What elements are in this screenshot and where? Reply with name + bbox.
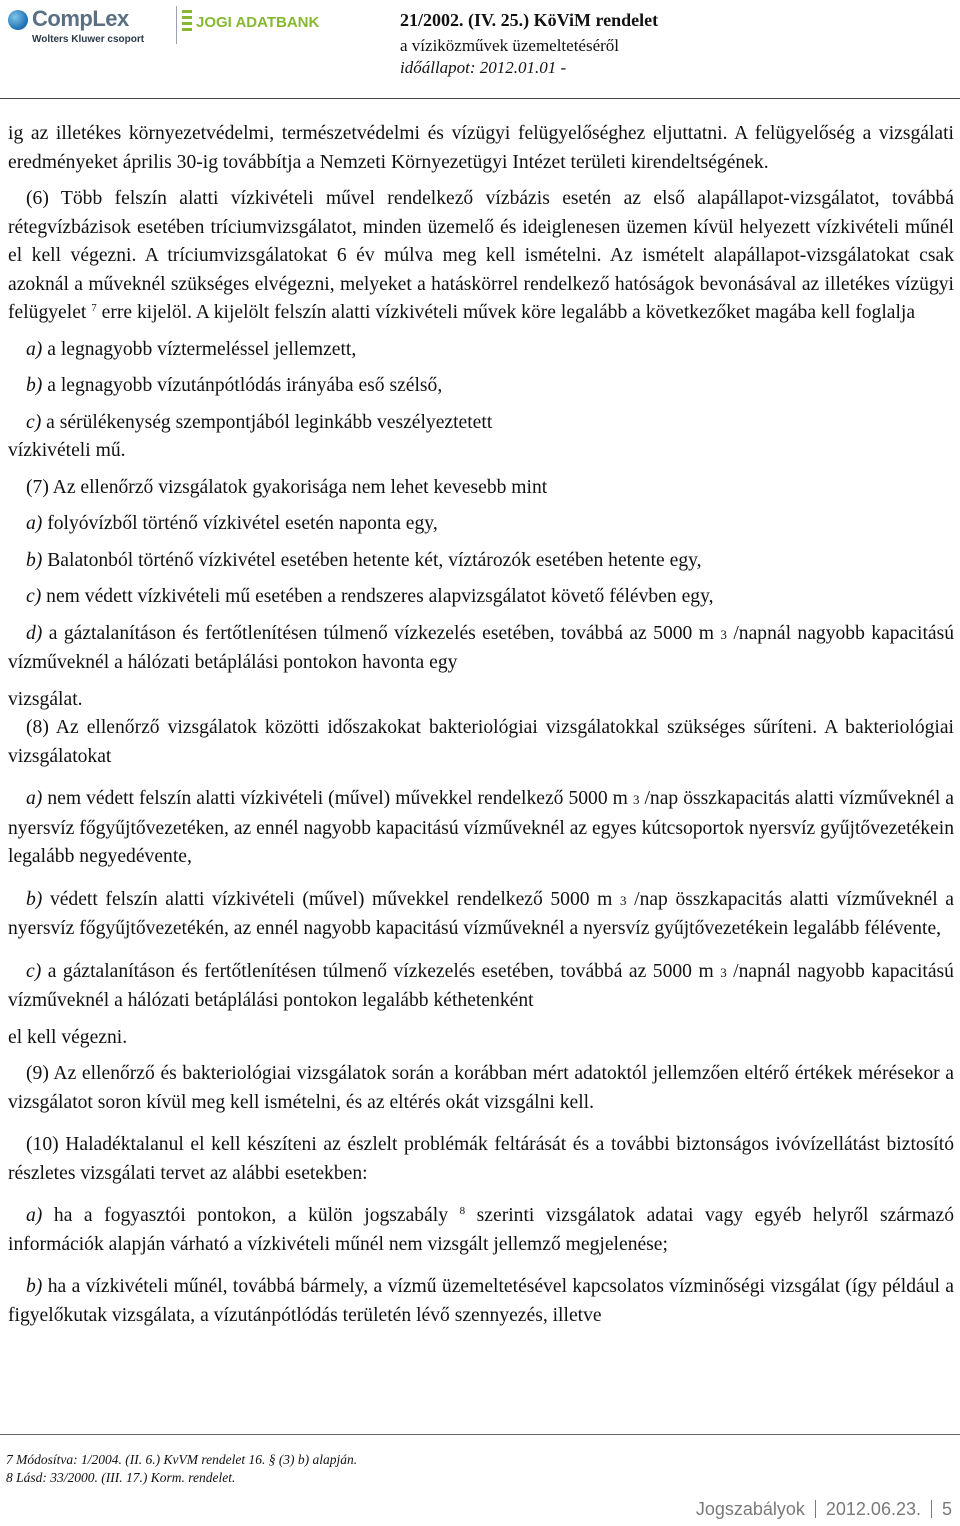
paragraph-7-tail: vizsgálat.: [8, 688, 83, 710]
list-item-text: Balatonból történő vízkivétel esetében hetente két, víztározók esetében hetente egy,: [47, 549, 702, 571]
unit-exponent: 3: [620, 892, 627, 908]
footer-separator: [931, 1500, 932, 1518]
complex-logo-subtitle: Wolters Kluwer csoport: [32, 34, 145, 45]
footnote-8: 8 Lásd: 33/2000. (III. 17.) Korm. rendelet.: [6, 1470, 236, 1485]
paragraph-continuation: ig az illetékes környezetvédelmi, természetvédelmi és vízügyi felügyelőséghez eljuttatni. A felügyelőség a vizsgálati eredményeket április 30-ig továbbítja a Nemzeti Környezetügyi Intézet területi kirendeltségének.: [8, 123, 954, 173]
list-item: [8, 372, 954, 401]
list-item: [8, 1202, 954, 1259]
list-item-label: b): [26, 1276, 43, 1297]
list-item-label: b): [26, 549, 43, 571]
footer-source: Jogszabályok: [695, 1499, 805, 1519]
list-item: [8, 336, 954, 365]
footnote-7: 7 Módosítva: 1/2004. (II. 6.) KvVM rendelet 16. § (3) b) alapján.: [6, 1452, 358, 1467]
complex-logo-icon: [8, 10, 28, 30]
document-body: [8, 120, 954, 1330]
paragraph-6-text-cont: erre kijelöl. A kijelölt felszín alatti vízkivételi művek köre legalább a következőket magába kell foglalja: [101, 302, 916, 323]
list-item-text: ha a vízkivételi műnél, továbbá bármely, a vízmű üzemeltetésével kapcsolatos vízminőségi vizsgálat (így például a figyelőkutak vizsgálata, a vízutánpótlódás területén lévő szennyezés, illetve: [8, 1276, 954, 1326]
document-title: 21/2002. (IV. 25.) KöViM rendelet: [400, 10, 659, 30]
complex-logo: [8, 6, 168, 48]
list-item-text: a legnagyobb vízutánpótlódás irányába eső szélső,: [47, 375, 443, 396]
list-item: [8, 547, 954, 576]
footnote-ref-7[interactable]: 7: [91, 302, 97, 314]
footer-separator: [815, 1500, 816, 1518]
list-item-text: védett felszín alatti vízkivételi (művel) művekkel rendelkező 5000 m: [49, 888, 613, 910]
jogi-adatbank-icon: [182, 8, 192, 36]
paragraph-6-text: (6) Több felszín alatti vízkivételi művel rendelkező vízbázis esetén az első alapállapot-vizsgálatot, továbbá rétegvízbázisok esetében tríciumvizsgálatot, minden üzemelő és ideiglenesen üzemen kívül helyezett vízkivételi műnél el kell végezni. A tríciumvizsgálatokat 6 év múlva meg kell ismételni. Az ismételt alapállapot-vizsgálatokat csak azoknál a műveknél szükséges elvégezni, melyeket a hatáskörrel rendelkező hatóságok bevonásával az illetékes vízügyi felügyelet: [8, 188, 954, 323]
page-number: 5: [941, 1499, 952, 1519]
list-item-label: a): [26, 788, 43, 809]
list-item-text-cont: /nap összkapacitás alatti vízműveknél a nyersvíz főgyűjtővezetéken, az ennél nagyobb kapacitású vízműveknél az egyes kútcsoportok nyersvíz gyűjtővezetékein legalább negyedévente,: [8, 788, 955, 867]
paragraph-8: (8) Az ellenőrző vizsgálatok közötti időszakokat bakteriológiai vizsgálatokkal szükséges sűríteni. A bakteriológiai vizsgálatokat: [8, 717, 954, 767]
list-item-label: a): [26, 338, 43, 360]
list-item-text-cont: /napnál nagyobb kapacitású vízműveknél a hálózati betáplálási pontokon havonta egy: [8, 622, 955, 673]
jogi-adatbank-wordmark: JOGI ADATBANK: [196, 14, 320, 31]
unit-exponent: 3: [632, 792, 640, 807]
list-item-text: a sérülékenység szempontjából leginkább veszélyeztetett: [46, 411, 493, 433]
list-item: [8, 1273, 954, 1330]
list-item: [8, 409, 954, 438]
list-item: [8, 886, 954, 944]
list-item-text: a gáztalanításon és fertőtlenítésen túlmenő vízkezelés esetében, továbbá az 5000 m: [47, 960, 714, 982]
complex-logo-wordmark: CompLex: [32, 6, 129, 31]
footer-date: 2012.06.23.: [825, 1499, 921, 1519]
list-item: [8, 510, 954, 539]
footnote-rule: [0, 1434, 960, 1435]
list-item: [8, 958, 954, 1016]
footnote-ref-8[interactable]: 8: [459, 1205, 466, 1217]
list-item: [8, 620, 954, 678]
list-item-text: nem védett vízkivételi mű esetében a rendszeres alapvizsgálatot követő félévben egy,: [46, 586, 714, 607]
unit-exponent: 3: [720, 964, 727, 980]
list-item-text: folyóvízből történő vízkivétel esetén naponta egy,: [47, 513, 438, 534]
list-item-label: c): [26, 586, 42, 607]
list-item-text-cont: /nap összkapacitás alatti vízműveknél a nyersvíz főgyűjtővezetékén, az ennél nagyobb kapacitású vízműveknél a nyersvíz gyűjtővezetékein legalább félévente,: [8, 888, 954, 939]
list-item-text: nem védett felszín alatti vízkivételi (művel) művekkel rendelkező 5000 m: [47, 788, 628, 809]
page-footer: [696, 1499, 952, 1520]
paragraph-6: [8, 185, 954, 328]
paragraph-8-tail: el kell végezni.: [8, 1026, 128, 1048]
unit-exponent: 3: [720, 626, 727, 642]
list-item-label: c): [26, 960, 42, 982]
header-rule: [0, 98, 960, 99]
paragraph-6-tail: vízkivételi mű.: [8, 440, 126, 461]
paragraph-10: (10) Haladéktalanul el kell készíteni az észlelt problémák feltárását és a további biztonságos ivóvízellátást biztosító részletes vizsgálati tervet az alábbi esetekben:: [8, 1134, 954, 1184]
paragraph-9: (9) Az ellenőrző és bakteriológiai vizsgálatok során a korábban mért adatoktól jellemzően eltérő értékek mérésekor a vizsgálatot soron kívül meg kell ismételni, és az eltérés okát vizsgálni kell.: [8, 1063, 954, 1113]
document-subtitle: a víziközművek üzemeltetéséről: [400, 36, 620, 55]
list-item-label: c): [26, 411, 42, 433]
list-item-text: ha a fogyasztói pontokon, a külön jogszabály: [53, 1205, 449, 1226]
validity-date: időállapot: 2012.01.01 -: [400, 58, 567, 77]
jogi-adatbank-logo: [182, 8, 332, 38]
list-item: [8, 583, 954, 612]
list-item-text-cont: /napnál nagyobb kapacitású vízműveknél a hálózati betáplálási pontokon legalább kéthetenként: [8, 960, 954, 1011]
list-item-label: d): [26, 622, 43, 644]
logo-divider: [176, 6, 177, 44]
list-item-text: a gáztalanításon és fertőtlenítésen túlmenő vízkezelés esetében, továbbá az 5000 m: [48, 622, 714, 644]
list-item-label: b): [26, 888, 43, 910]
page-header: [0, 0, 960, 82]
list-item: [8, 785, 954, 872]
list-item-text: a legnagyobb víztermeléssel jellemzett,: [47, 338, 357, 360]
list-item-label: a): [26, 1205, 43, 1226]
list-item-text-cont: szerinti vizsgálatok adatai vagy egyéb helyről származó információk alapján várható a vízkivételi műnél nem vizsgált jellemző megjelenése;: [8, 1205, 954, 1255]
paragraph-7: (7) Az ellenőrző vizsgálatok gyakorisága nem lehet kevesebb mint: [26, 476, 548, 498]
list-item-label: b): [26, 375, 43, 396]
list-item-label: a): [26, 513, 43, 534]
